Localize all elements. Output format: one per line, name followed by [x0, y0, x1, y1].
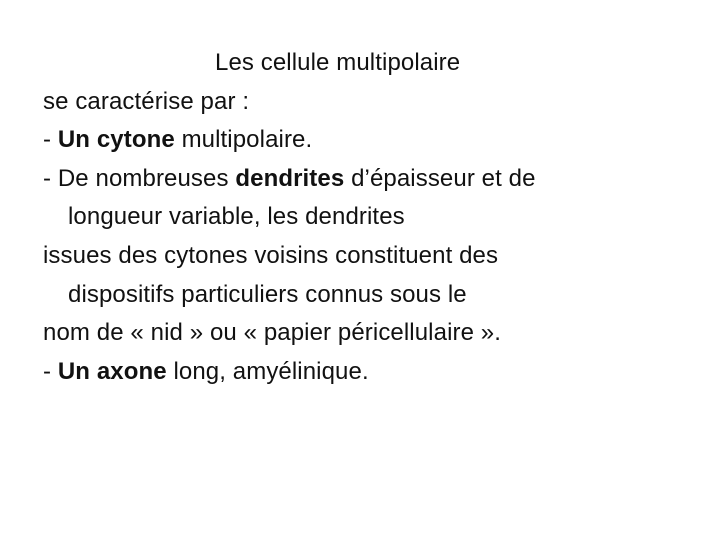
bullet-cytone [43, 121, 703, 160]
bold-term-cytone: Un cytone [57, 126, 175, 154]
bullet-prefix: - [43, 357, 58, 385]
bullet-text: d’épaisseur et de [344, 164, 536, 192]
bullet-dendrites [43, 160, 703, 199]
bullet-prefix: - De nombreuses [43, 164, 236, 192]
bullet-axone [43, 353, 703, 392]
bold-term-dendrites: dendrites [235, 164, 345, 192]
bullet-prefix: - [43, 126, 58, 154]
bullet-dendrites-cont-3: dispositifs particuliers connus sous le [68, 280, 467, 308]
bullet-text: multipolaire. [174, 126, 313, 154]
bold-term-axone: Un axone [57, 357, 167, 385]
bullet-dendrites-cont-4: nom de « nid » ou « papier péricellulaire ». [43, 319, 502, 347]
bullet-text: long, amyélinique. [166, 357, 369, 385]
intro-line: se caractérise par : [43, 87, 250, 115]
bullet-dendrites-cont-2: issues des cytones voisins constituent des [43, 241, 499, 269]
slide-body [43, 44, 703, 391]
bullet-dendrites-cont-1: longueur variable, les dendrites [68, 203, 405, 231]
slide-title: Les cellule multipolaire [215, 49, 461, 76]
